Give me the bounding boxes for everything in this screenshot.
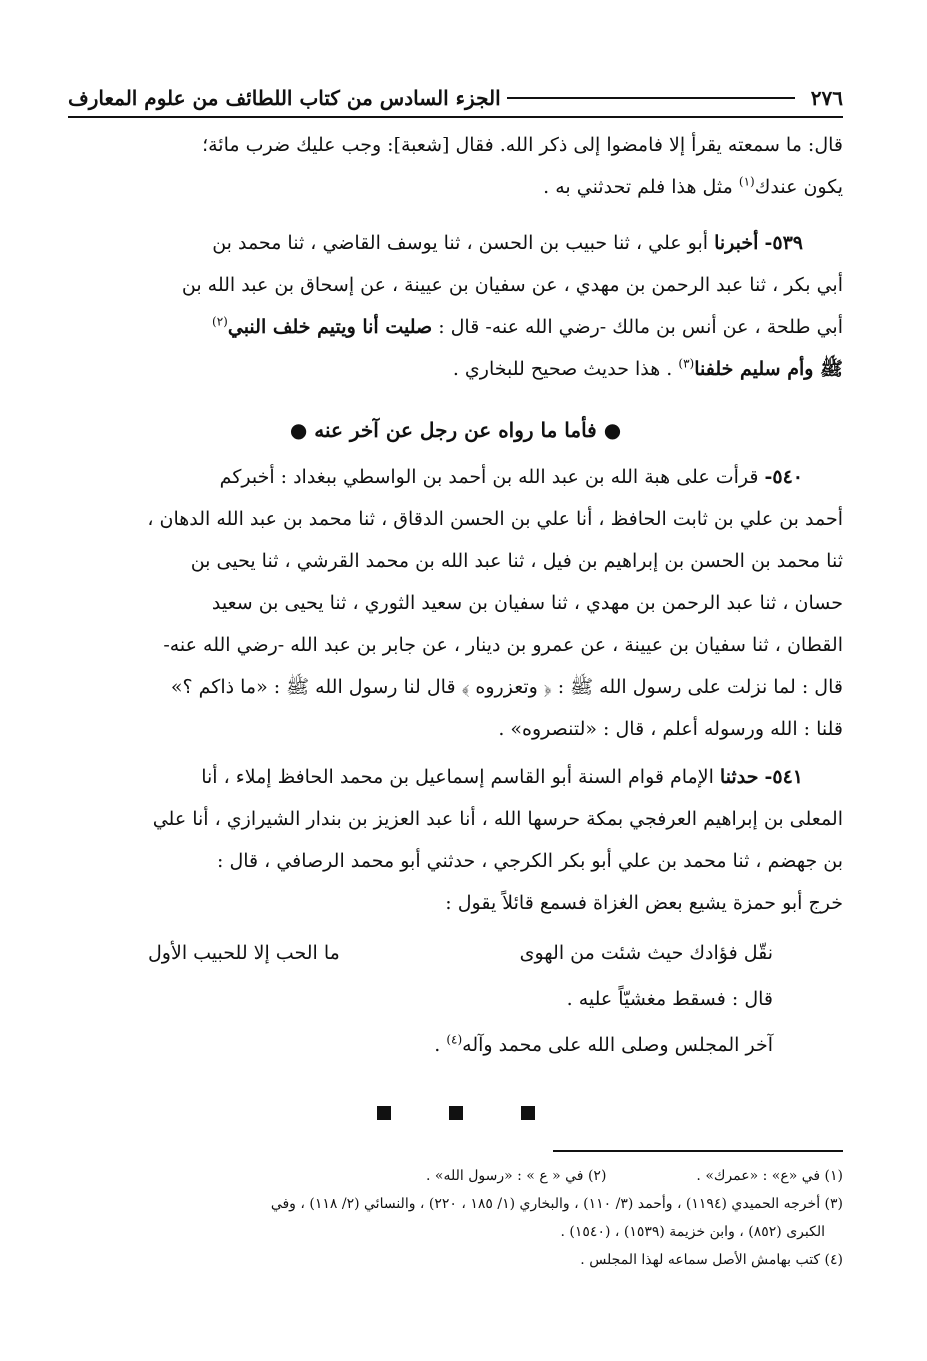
- para4-line1: ٥٤١- حدثنا الإمام قوام السنة أبو القاسم إسماعيل بن محمد الحافظ إملاء ، أنا: [201, 766, 803, 788]
- after-verse-line: قال : فسقط مغشيّاً عليه .: [566, 988, 773, 1010]
- verse-second-hemistich: ما الحب إلا للحبيب الأول: [148, 942, 340, 964]
- footnote-3-line2: الكبرى (٨٥٢) ، وابن خزيمة (١٥٣٩) ، (١٥٤٠) .: [560, 1224, 825, 1240]
- hadith-number-539: ٥٣٩-: [764, 232, 803, 254]
- para2-line4: ﷺ وأم سليم خلفنا$^{(٣)}$ . هذا حديث صحيح للبخاري .: [452, 356, 843, 380]
- footnote-ref-3: (٣): [678, 356, 695, 371]
- para4-line4: خرج أبو حمزة يشيع بعض الغزاة فسمع قائلاً يقول :: [445, 892, 843, 914]
- para3-line5: القطان ، ثنا سفيان بن عيينة ، عن عمرو بن دينار ، عن جابر بن عبد الله -رضي الله عنه-: [163, 634, 843, 656]
- poetry-verse: [68, 930, 843, 976]
- para2-line3: أبي طلحة ، عن أنس بن مالك -رضي الله عنه- قال : صليت أنا ويتيم خلف النبي$^{(٢)}$: [212, 314, 843, 338]
- square-ornament: [449, 1106, 463, 1120]
- square-ornament: [377, 1106, 391, 1120]
- hadith-number-541: ٥٤١-: [764, 766, 803, 788]
- closing-line: آخر المجلس وصلى الله على محمد وآله$^{(٤)}$ .: [434, 1032, 773, 1056]
- footnote-ref-4: (٤): [446, 1032, 463, 1047]
- footnote-rule: [553, 1150, 843, 1152]
- para3-line3: ثنا محمد بن الحسن بن إبراهيم بن فيل ، ثنا عبد الله بن محمد القرشي ، ثنا يحيى بن: [190, 550, 843, 572]
- para3-line7: قلنا : الله ورسوله أعلم ، قال : «لتنصروه» .: [498, 718, 843, 740]
- para2-line1: ٥٣٩- أخبرنا أبو علي ، ثنا حبيب بن الحسن ، ثنا يوسف القاضي ، ثنا محمد بن: [212, 232, 803, 254]
- body-text: [68, 124, 843, 924]
- footnote-ref-2: (٢): [212, 314, 228, 329]
- section-heading: ● فأما ما رواه عن رجل عن آخر عنه ●: [289, 418, 622, 442]
- footnote-2: (٢) في « ع » : «رسول الله» .: [426, 1168, 607, 1184]
- running-header: [68, 80, 843, 118]
- para3-line4: حسان ، ثنا عبد الرحمن بن مهدي ، ثنا سفيان بن سعيد الثوري ، ثنا يحيى بن سعيد: [211, 592, 843, 614]
- para4-line3: بن جهضم ، ثنا محمد بن علي أبو بكر الكرجي ، حدثني أبو محمد الرصافي ، قال :: [217, 850, 843, 872]
- header-rule: [507, 97, 795, 99]
- para3-line2: أحمد بن علي بن ثابت الحافظ ، أنا علي بن الحسن الدقاق ، ثنا محمد بن عبد الله الدهان ،: [147, 508, 843, 530]
- para3-line6: قال : لما نزلت على رسول الله ﷺ : ﴿ وتعزروه ﴾ قال لنا رسول الله ﷺ : «ما ذاكم ؟»: [170, 676, 843, 698]
- hadith-number-540: ٥٤٠-: [764, 466, 803, 488]
- footnote-row-1: [68, 1162, 843, 1190]
- page-number: ٢٧٦: [810, 86, 843, 110]
- section-separator: [68, 1106, 843, 1120]
- para1-line1: قال: ما سمعته يقرأ إلا فامضوا إلى ذكر الله. فقال [شعبة]: وجب عليك ضرب مائة؛: [202, 134, 843, 156]
- footnote-3-line1: (٣) أخرجه الحميدي (١١٩٤) ، وأحمد (٣/ ١١٠) ، والبخاري (١/ ١٨٥ ، ٢٢٠) ، والنسائي (٢/ ١١٨) ، وفي: [270, 1196, 843, 1212]
- verse-first-hemistich: نقّل فؤادك حيث شئت من الهوى: [519, 942, 773, 964]
- footnote-ref-1: (١): [738, 174, 755, 189]
- footnote-4: (٤) كتب بهامش الأصل سماعه لهذا المجلس .: [580, 1252, 843, 1268]
- para2-line2: أبي بكر ، ثنا عبد الرحمن بن مهدي ، عن سفيان بن عيينة ، عن إسحاق بن عبد الله بن: [181, 274, 843, 296]
- para1-line2: يكون عندك$^{(١)}$ مثل هذا فلم تحدثني به .: [543, 174, 843, 198]
- closing-block: [68, 976, 843, 1068]
- para3-line1: ٥٤٠- قرأت على هبة الله بن عبد الله بن أحمد بن الواسطي ببغداد : أخبركم: [219, 466, 803, 488]
- footnote-1: (١) في «ع» : «عمرك» .: [696, 1168, 843, 1184]
- footnotes: [68, 1162, 843, 1274]
- para4-line2: المعلى بن إبراهيم العرفجي بمكة حرسها الله ، أنا عبد العزيز بن بندار الشيرازي ، أنا علي: [152, 808, 843, 830]
- square-ornament: [521, 1106, 535, 1120]
- header-title: الجزء السادس من كتاب اللطائف من علوم المعارف: [68, 86, 501, 110]
- book-page: [68, 80, 843, 1310]
